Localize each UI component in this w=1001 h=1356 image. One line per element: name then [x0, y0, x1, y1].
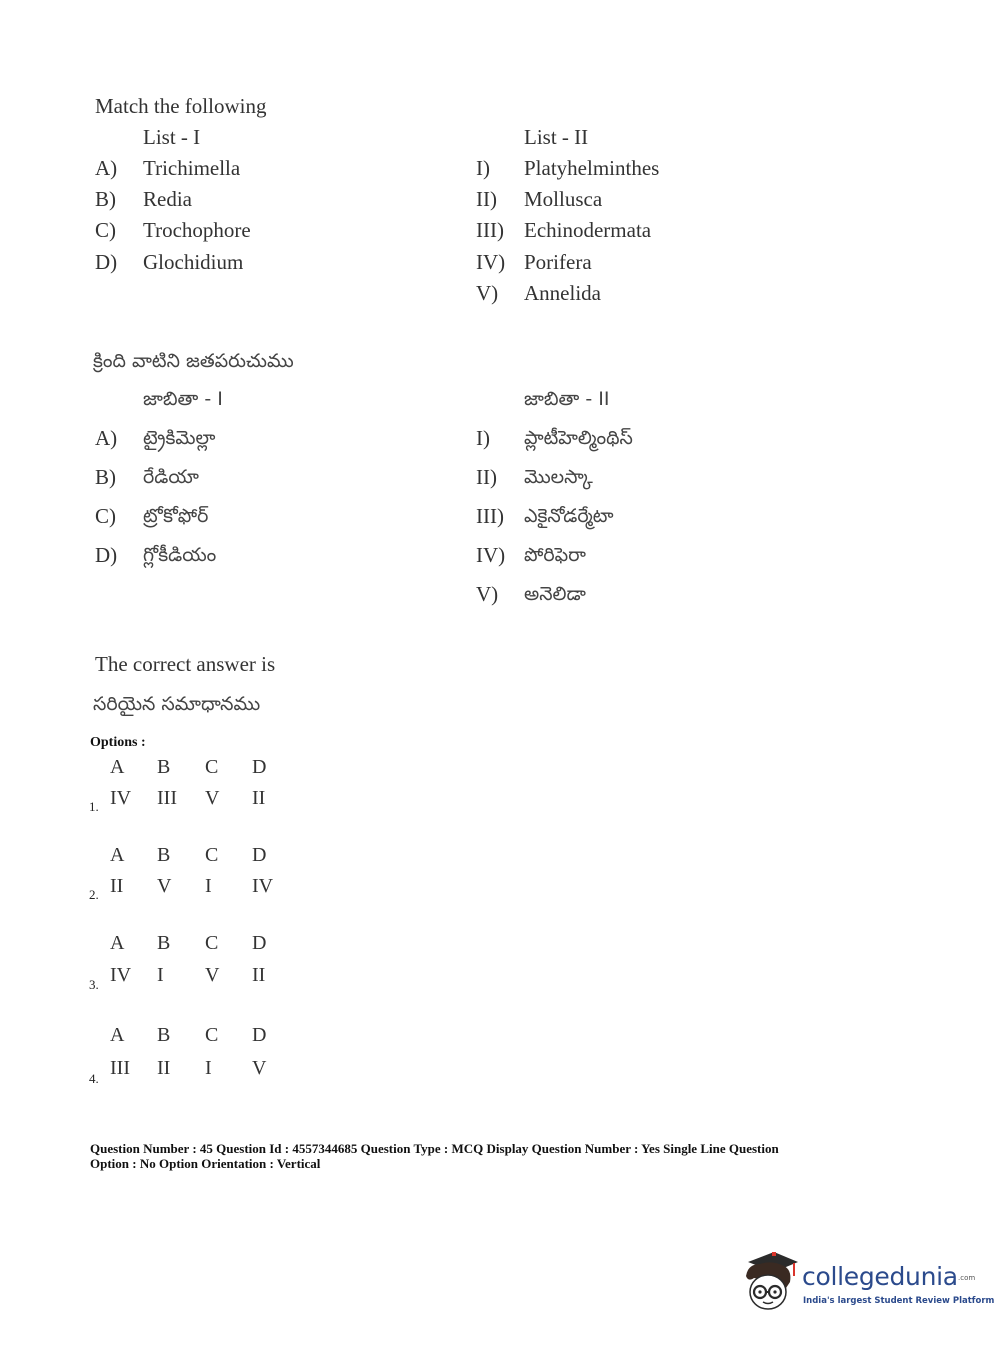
option-value: II — [157, 1057, 171, 1079]
list2-header-telugu: జాబితా - II — [524, 388, 610, 410]
list2-key: V) — [476, 582, 499, 606]
list2-item: Porifera — [524, 250, 592, 274]
option-value: II — [252, 787, 266, 809]
option-header: D — [252, 932, 267, 954]
option-value: I — [205, 875, 212, 897]
list2-key: III) — [476, 218, 504, 242]
list1-item-telugu: ట్రోకోఫోర్ — [143, 505, 209, 527]
option-value: I — [157, 964, 164, 986]
list2-key: II) — [476, 465, 497, 489]
list2-key: II) — [476, 187, 497, 211]
list1-key: A) — [95, 426, 118, 450]
options-label: Options : — [90, 735, 146, 750]
option-header: A — [110, 756, 125, 778]
list1-key: C) — [95, 218, 116, 242]
list2-item-telugu: పోరిఫెరా — [524, 544, 586, 566]
list2-header: List - II — [524, 125, 589, 149]
list2-key: V) — [476, 281, 499, 305]
list2-key: IV) — [476, 250, 506, 274]
list2-item-telugu: అనెలిడా — [524, 583, 586, 605]
list1-header: List - I — [143, 125, 201, 149]
option-header: C — [205, 844, 219, 866]
option-value: V — [205, 787, 220, 809]
option-header: D — [252, 756, 267, 778]
option-header: D — [252, 1024, 267, 1046]
list2-key: III) — [476, 504, 504, 528]
list1-item: Trichimella — [143, 156, 241, 180]
list2-item: Mollusca — [524, 187, 603, 211]
answer-prompt: The correct answer is — [95, 652, 276, 676]
option-header: C — [205, 1024, 219, 1046]
question-heading-telugu: క్రింది వాటిని జతపరుచుము — [93, 350, 294, 372]
list1-item: Trochophore — [143, 218, 251, 242]
option-number[interactable]: 3. — [89, 977, 99, 992]
option-value: V — [205, 964, 220, 986]
option-value: V — [157, 875, 172, 897]
option-header: A — [110, 1024, 125, 1046]
question-meta-line1: Question Number : 45 Question Id : 4557344685 Question Type : MCQ Display Question Number : Yes Single Line Question — [90, 1141, 779, 1156]
option-header: A — [110, 844, 125, 866]
option-value: IV — [110, 964, 132, 986]
list1-key: C) — [95, 504, 116, 528]
option-header: A — [110, 932, 125, 954]
list2-key: I) — [476, 156, 490, 180]
list1-key: B) — [95, 465, 116, 489]
logo-suffix: .com — [958, 1274, 976, 1282]
list1-header-telugu: జాబితా - I — [143, 388, 223, 410]
list1-item-telugu: గ్లోకీడియం — [143, 544, 217, 566]
list2-key: IV) — [476, 543, 506, 567]
option-header: B — [157, 932, 171, 954]
option-value: II — [252, 964, 266, 986]
answer-prompt-telugu: సరియైన సమాధానము — [93, 693, 261, 715]
option-header: C — [205, 932, 219, 954]
list2-item: Annelida — [524, 281, 601, 305]
option-header: B — [157, 844, 171, 866]
question-meta-line2: Option : No Option Orientation : Vertical — [90, 1156, 321, 1171]
list2-key: I) — [476, 426, 490, 450]
option-header: D — [252, 844, 267, 866]
option-value: IV — [110, 787, 132, 809]
option-value: IV — [252, 875, 274, 897]
mascot-icon — [742, 1248, 800, 1314]
list2-item-telugu: ఎకైనోడర్మేటా — [524, 505, 614, 527]
option-header: C — [205, 756, 219, 778]
option-value: I — [205, 1057, 212, 1079]
logo-wordmark: collegedunia — [802, 1262, 958, 1291]
list2-item: Echinodermata — [524, 218, 652, 242]
option-number[interactable]: 1. — [89, 799, 99, 814]
option-value: III — [110, 1057, 130, 1079]
logo-tagline: India's largest Student Review Platform — [803, 1296, 995, 1306]
list2-item-telugu: ప్లాటీహెల్మింథిస్ — [524, 427, 633, 449]
list1-item: Redia — [143, 187, 192, 211]
list1-item: Glochidium — [143, 250, 244, 274]
option-header: B — [157, 756, 171, 778]
option-number[interactable]: 2. — [89, 887, 99, 902]
list1-key: D) — [95, 250, 118, 274]
option-value: III — [157, 787, 177, 809]
question-heading: Match the following — [95, 94, 267, 118]
collegedunia-logo — [742, 1248, 995, 1318]
option-header: B — [157, 1024, 171, 1046]
list1-key: A) — [95, 156, 118, 180]
list1-key: B) — [95, 187, 116, 211]
list1-key: D) — [95, 543, 118, 567]
list1-item-telugu: ట్రైకిమెల్లా — [143, 427, 216, 449]
list2-item: Platyhelminthes — [524, 156, 660, 180]
list1-item-telugu: రేడియా — [143, 466, 199, 488]
option-number[interactable]: 4. — [89, 1071, 99, 1086]
list2-item-telugu: మొలస్కా — [524, 466, 593, 488]
option-value: II — [110, 875, 124, 897]
option-value: V — [252, 1057, 267, 1079]
